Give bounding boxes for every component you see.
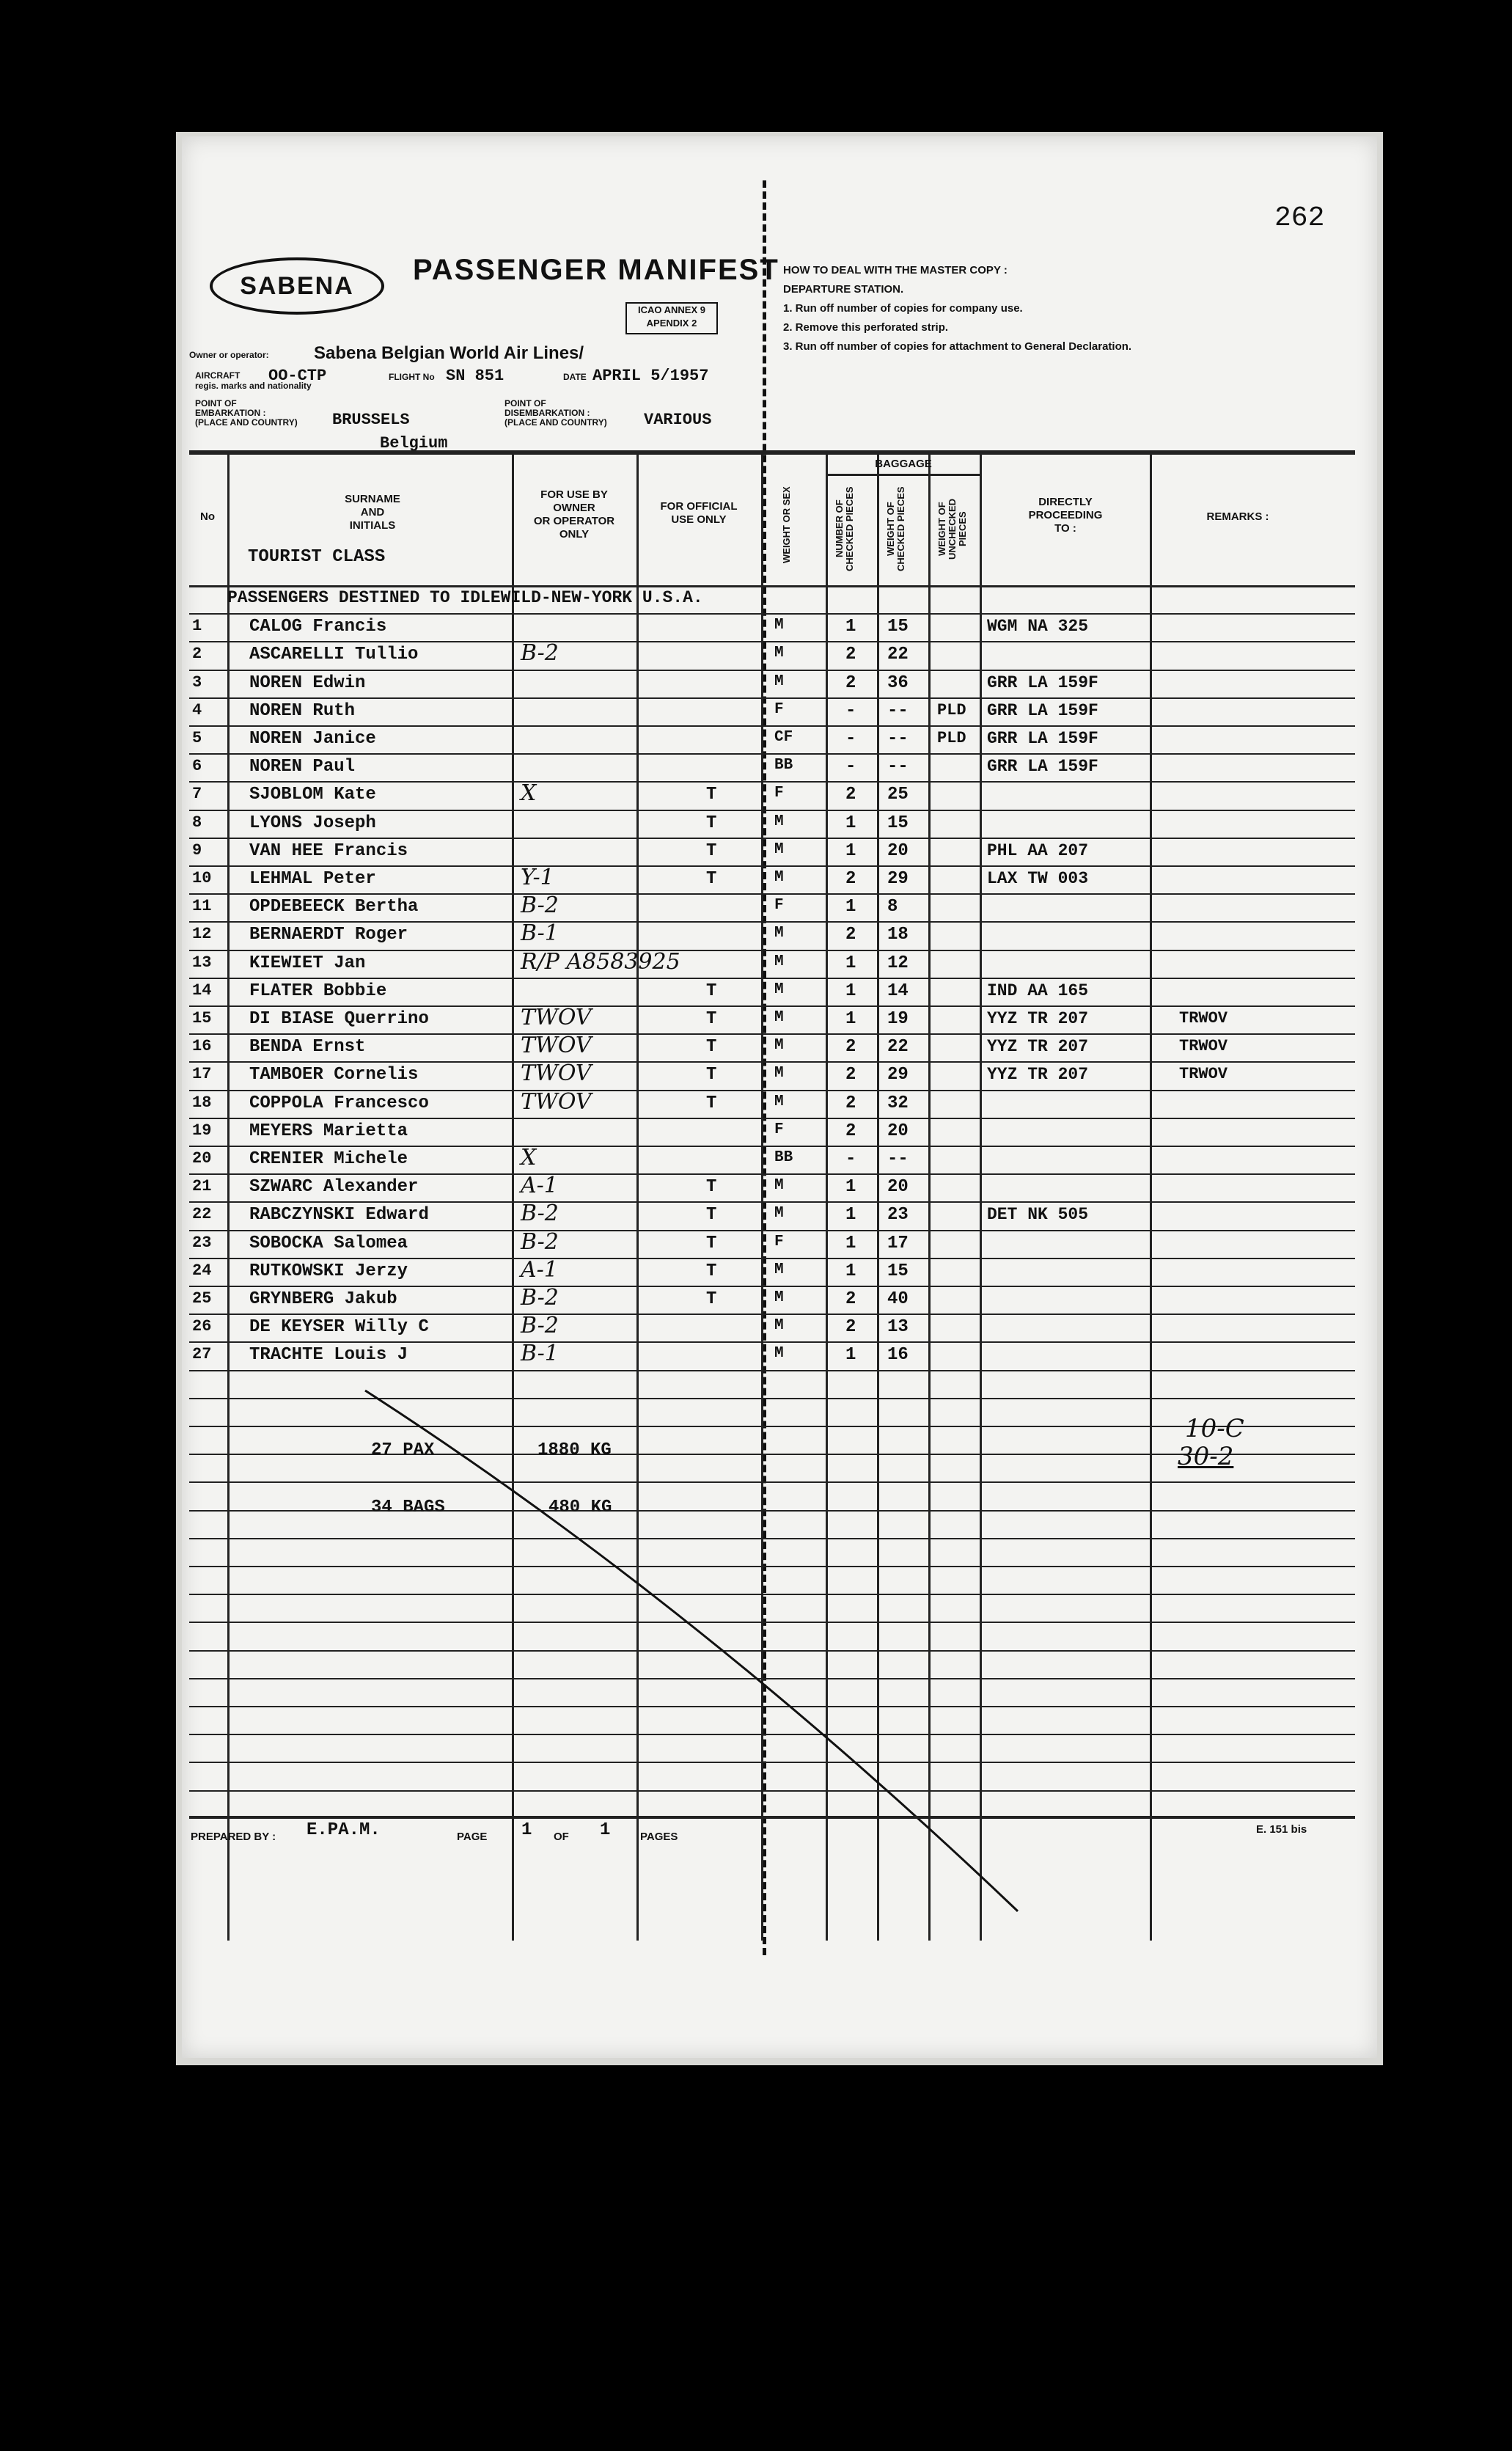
checked-weight: 20: [887, 840, 909, 861]
embark-label-2: EMBARKATION :: [195, 408, 266, 418]
prepared-label: PREPARED BY :: [191, 1831, 276, 1843]
checked-weight: 23: [887, 1205, 909, 1226]
row-number: 21: [192, 1177, 212, 1196]
checked-weight: 29: [887, 869, 909, 889]
checked-weight: 25: [887, 785, 909, 805]
row-number: 12: [192, 925, 212, 944]
passenger-name: MEYERS Marietta: [249, 1121, 408, 1141]
sex-value: M: [774, 813, 784, 830]
passenger-name: RABCZYNSKI Edward: [249, 1205, 429, 1226]
proceeding-to: GRR LA 159F: [987, 757, 1098, 777]
checked-weight: 15: [887, 813, 909, 833]
sex-value: M: [774, 869, 784, 886]
checked-pieces: 1: [845, 1177, 856, 1198]
passenger-name: VAN HEE Francis: [249, 840, 408, 861]
sex-value: BB: [774, 757, 793, 774]
passenger-name: SJOBLOM Kate: [249, 785, 376, 805]
disembark-value: VARIOUS: [644, 411, 712, 429]
official-use-mark: T: [706, 813, 717, 833]
total-pax-weight: 1880 KG: [537, 1440, 612, 1460]
checked-pieces: 1: [845, 1345, 856, 1366]
checked-weight: --: [887, 757, 909, 777]
header-surname-3: INITIALS: [349, 519, 396, 532]
table-bottom-rule: [189, 1816, 1355, 1819]
total-bags: 34 BAGS: [371, 1498, 445, 1517]
checked-pieces: 2: [845, 1289, 856, 1309]
page-label: PAGE: [457, 1831, 488, 1843]
sex-value: F: [774, 897, 784, 915]
sabena-logo: SABENA: [210, 257, 384, 315]
instruction-line: 2. Remove this perforated strip.: [783, 321, 949, 334]
passenger-name: CRENIER Michele: [249, 1149, 408, 1169]
embark-value: BRUSSELS: [332, 411, 410, 429]
row-number: 2: [192, 645, 202, 664]
page-number: 262: [1274, 202, 1325, 234]
passenger-name: CALOG Francis: [249, 617, 387, 637]
diagonal-cancel-line: [182, 136, 1377, 2058]
proceeding-to: YYZ TR 207: [987, 1065, 1089, 1085]
header-checked-pieces: NUMBER OF CHECKED PIECES: [834, 486, 855, 571]
official-use-mark: T: [706, 1177, 717, 1198]
checked-pieces: 1: [845, 840, 856, 861]
aircraft-label: AIRCRAFT: [195, 370, 241, 381]
checked-weight: --: [887, 700, 909, 721]
owner-use-mark: TWOV: [521, 1088, 592, 1115]
header-unchecked-weight: WEIGHT OF UNCHECKED PIECES: [936, 498, 968, 560]
row-number: 9: [192, 840, 202, 860]
checked-weight: 40: [887, 1289, 909, 1309]
sex-value: M: [774, 1345, 784, 1363]
header-directly-2: PROCEEDING: [1028, 509, 1103, 521]
official-use-mark: T: [706, 1205, 717, 1226]
row-number: 17: [192, 1065, 212, 1084]
proceeding-to: WGM NA 325: [987, 617, 1089, 637]
checked-weight: 15: [887, 1261, 909, 1281]
passenger-name: BENDA Ernst: [249, 1037, 366, 1058]
sex-value: F: [774, 700, 784, 718]
checked-pieces: 1: [845, 953, 856, 973]
owner-use-mark: B-2: [521, 1228, 559, 1255]
row-number: 23: [192, 1233, 212, 1252]
sex-value: BB: [774, 1149, 793, 1166]
row-number: 13: [192, 953, 212, 972]
passenger-name: RUTKOWSKI Jerzy: [249, 1261, 408, 1281]
remarks: TRWOV: [1179, 1009, 1228, 1027]
row-number: 19: [192, 1121, 212, 1140]
date-value: APRIL 5/1957: [592, 367, 709, 385]
checked-pieces: 1: [845, 1205, 856, 1226]
checked-weight: 22: [887, 645, 909, 665]
passenger-name: DE KEYSER Willy C: [249, 1317, 429, 1338]
owner-use-mark: TWOV: [521, 1060, 592, 1087]
passenger-name: NOREN Paul: [249, 757, 356, 777]
embark-country: Belgium: [380, 434, 448, 453]
owner-use-mark: B-2: [521, 1201, 559, 1227]
proceeding-to: GRR LA 159F: [987, 700, 1098, 720]
official-use-mark: T: [706, 1289, 717, 1309]
sex-value: F: [774, 785, 784, 802]
checked-weight: 18: [887, 925, 909, 945]
header-class: TOURIST CLASS: [248, 547, 386, 567]
owner-use-mark: X: [521, 780, 537, 807]
sex-value: M: [774, 617, 784, 634]
instruction-line: 3. Run off number of copies for attachment to General Declaration.: [783, 340, 1132, 353]
remark-handwritten-1: 10-C: [1185, 1414, 1244, 1443]
sex-value: M: [774, 645, 784, 662]
proceeding-to: DET NK 505: [987, 1205, 1089, 1225]
official-use-mark: T: [706, 1261, 717, 1281]
sex-value: F: [774, 1233, 784, 1250]
row-number: 1: [192, 617, 202, 636]
owner-use-mark: B-2: [521, 1285, 559, 1311]
icao-line-1: ICAO ANNEX 9: [638, 304, 705, 315]
checked-pieces: 1: [845, 813, 856, 833]
flight-value: SN 851: [446, 367, 504, 385]
checked-weight: 20: [887, 1121, 909, 1141]
owner-use-mark: TWOV: [521, 1033, 592, 1059]
passenger-name: KIEWIET Jan: [249, 953, 366, 973]
owner-use-mark: B-1: [521, 1341, 559, 1367]
official-use-mark: T: [706, 869, 717, 889]
checked-pieces: 2: [845, 645, 856, 665]
sex-value: M: [774, 953, 784, 970]
remarks: TRWOV: [1179, 1065, 1228, 1084]
aircraft-sublabel: regis. marks and nationality: [195, 381, 312, 391]
passenger-name: BERNAERDT Roger: [249, 925, 408, 945]
header-owner-use-2: OWNER: [553, 502, 595, 514]
checked-weight: 8: [887, 897, 898, 917]
of-value: 1: [600, 1820, 611, 1840]
checked-pieces: 2: [845, 1121, 856, 1141]
checked-weight: 17: [887, 1233, 909, 1253]
sex-value: M: [774, 1261, 784, 1278]
passenger-name: GRYNBERG Jakub: [249, 1289, 397, 1309]
checked-pieces: 2: [845, 1037, 856, 1058]
passenger-name: DI BIASE Querrino: [249, 1009, 429, 1029]
row-number: 8: [192, 813, 202, 832]
unchecked-weight: PLD: [937, 700, 966, 719]
disembark-label-1: POINT OF: [504, 398, 546, 408]
checked-weight: 22: [887, 1037, 909, 1058]
passenger-name: TRACHTE Louis J: [249, 1345, 408, 1366]
row-number: 26: [192, 1317, 212, 1336]
sex-value: M: [774, 1289, 784, 1306]
checked-pieces: 2: [845, 925, 856, 945]
instruction-line: 1. Run off number of copies for company use.: [783, 302, 1023, 315]
checked-weight: 29: [887, 1065, 909, 1085]
owner-value: Sabena Belgian World Air Lines/: [314, 343, 584, 363]
instruction-line: DEPARTURE STATION.: [783, 283, 904, 296]
disembark-label-2: DISEMBARKATION :: [504, 408, 590, 418]
embark-label-3: (PLACE AND COUNTRY): [195, 417, 298, 428]
checked-pieces: 2: [845, 1317, 856, 1338]
checked-pieces: 1: [845, 1233, 856, 1253]
passenger-name: ASCARELLI Tullio: [249, 645, 419, 665]
sex-value: M: [774, 1317, 784, 1335]
embark-label-1: POINT OF: [195, 398, 237, 408]
remark-handwritten-2: 30-2: [1178, 1442, 1234, 1471]
prepared-value: E.PA.M.: [307, 1820, 381, 1840]
proceeding-to: YYZ TR 207: [987, 1037, 1089, 1057]
row-number: 4: [192, 700, 202, 719]
row-number: 22: [192, 1205, 212, 1224]
checked-pieces: 2: [845, 869, 856, 889]
page-title: PASSENGER MANIFEST: [413, 254, 779, 286]
official-use-mark: T: [706, 1065, 717, 1085]
sex-value: M: [774, 1093, 784, 1110]
official-use-mark: T: [706, 1233, 717, 1253]
sex-value: M: [774, 840, 784, 858]
sex-value: F: [774, 1121, 784, 1138]
checked-pieces: 2: [845, 785, 856, 805]
destination-line: PASSENGERS DESTINED TO IDLEWILD-NEW-YORK U.S.A.: [227, 588, 703, 607]
owner-use-mark: TWOV: [521, 1005, 592, 1030]
passenger-name: NOREN Edwin: [249, 673, 366, 693]
checked-weight: 20: [887, 1177, 909, 1198]
flight-label: FLIGHT No: [389, 372, 435, 382]
passenger-name: FLATER Bobbie: [249, 981, 387, 1001]
row-number: 16: [192, 1037, 212, 1056]
row-number: 7: [192, 785, 202, 804]
owner-use-mark: B-2: [521, 893, 559, 919]
header-official-use-1: FOR OFFICIAL: [660, 500, 738, 513]
official-use-mark: T: [706, 1093, 717, 1113]
checked-pieces: 1: [845, 1261, 856, 1281]
official-use-mark: T: [706, 840, 717, 861]
row-number: 10: [192, 869, 212, 887]
owner-label: Owner or operator:: [189, 350, 269, 360]
row-number: 11: [192, 897, 212, 916]
checked-pieces: -: [845, 757, 856, 777]
checked-weight: 13: [887, 1317, 909, 1338]
row-number: 3: [192, 673, 202, 692]
sex-value: M: [774, 1009, 784, 1026]
checked-pieces: 2: [845, 1093, 856, 1113]
header-checked-weight: WEIGHT OF CHECKED PIECES: [885, 486, 906, 571]
row-number: 24: [192, 1261, 212, 1280]
aircraft-value: OO-CTP: [268, 367, 327, 385]
owner-use-mark: B-2: [521, 640, 559, 667]
checked-weight: --: [887, 729, 909, 749]
proceeding-to: GRR LA 159F: [987, 729, 1098, 748]
owner-use-mark: B-1: [521, 920, 559, 947]
sex-value: M: [774, 981, 784, 998]
checked-weight: --: [887, 1149, 909, 1169]
proceeding-to: IND AA 165: [987, 981, 1089, 1000]
checked-weight: 15: [887, 617, 909, 637]
header-owner-use-1: FOR USE BY: [540, 488, 608, 501]
header-baggage: BAGGAGE: [875, 458, 932, 470]
row-number: 18: [192, 1093, 212, 1112]
manifest-page: [182, 136, 1377, 2058]
official-use-mark: T: [706, 785, 717, 805]
passenger-name: OPDEBEECK Bertha: [249, 897, 419, 917]
icao-line-2: APENDIX 2: [646, 318, 697, 329]
checked-pieces: -: [845, 700, 856, 721]
owner-use-mark: X: [521, 1145, 537, 1170]
checked-pieces: 1: [845, 1009, 856, 1029]
passenger-name: LEHMAL Peter: [249, 869, 376, 889]
owner-use-mark: A-1: [521, 1256, 558, 1283]
disembark-label-3: (PLACE AND COUNTRY): [504, 417, 607, 428]
checked-pieces: 2: [845, 1065, 856, 1085]
checked-weight: 12: [887, 953, 909, 973]
row-number: 15: [192, 1009, 212, 1027]
checked-pieces: 1: [845, 617, 856, 637]
checked-pieces: -: [845, 729, 856, 749]
official-use-mark: T: [706, 1009, 717, 1029]
header-directly-3: TO :: [1054, 522, 1076, 535]
date-label: DATE: [563, 372, 587, 382]
row-number: 14: [192, 981, 212, 1000]
header-weight-sex: WEIGHT OR SEX: [781, 486, 792, 564]
sex-value: M: [774, 673, 784, 690]
row-number: 25: [192, 1289, 212, 1308]
header-no: No: [200, 510, 215, 523]
header-owner-use-3: OR OPERATOR: [533, 515, 615, 527]
header-owner-use-4: ONLY: [559, 528, 590, 541]
sex-value: M: [774, 925, 784, 942]
checked-pieces: 1: [845, 981, 856, 1001]
passenger-name: TAMBOER Cornelis: [249, 1065, 419, 1085]
total-bags-weight: 480 KG: [548, 1498, 612, 1517]
passenger-name: LYONS Joseph: [249, 813, 376, 833]
official-use-mark: T: [706, 981, 717, 1001]
owner-use-mark: B-2: [521, 1313, 559, 1339]
sex-value: M: [774, 1177, 784, 1195]
proceeding-to: YYZ TR 207: [987, 1009, 1089, 1028]
checked-pieces: 2: [845, 673, 856, 693]
passenger-name: SOBOCKA Salomea: [249, 1233, 408, 1253]
checked-weight: 32: [887, 1093, 909, 1113]
passenger-name: SZWARC Alexander: [249, 1177, 419, 1198]
owner-use-mark: Y-1: [521, 865, 554, 890]
checked-pieces: 1: [845, 897, 856, 917]
form-number: E. 151 bis: [1256, 1823, 1307, 1836]
proceeding-to: PHL AA 207: [987, 840, 1089, 860]
passenger-name: NOREN Janice: [249, 729, 376, 749]
sex-value: CF: [774, 729, 793, 746]
owner-use-mark: A-1: [521, 1173, 558, 1199]
header-directly-1: DIRECTLY: [1038, 496, 1093, 508]
of-label: OF: [554, 1831, 569, 1843]
page-value: 1: [521, 1820, 532, 1840]
checked-weight: 14: [887, 981, 909, 1001]
header-remarks: REMARKS :: [1206, 510, 1269, 523]
checked-weight: 19: [887, 1009, 909, 1029]
checked-weight: 16: [887, 1345, 909, 1366]
header-surname-1: SURNAME: [345, 493, 400, 505]
official-use-mark: T: [706, 1037, 717, 1058]
sex-value: M: [774, 1037, 784, 1055]
passenger-name: COPPOLA Francesco: [249, 1093, 429, 1113]
row-number: 5: [192, 729, 202, 747]
pages-label: PAGES: [640, 1831, 678, 1843]
proceeding-to: LAX TW 003: [987, 869, 1089, 888]
checked-pieces: -: [845, 1149, 856, 1169]
row-number: 20: [192, 1149, 212, 1168]
passenger-name: NOREN Ruth: [249, 700, 356, 721]
row-number: 27: [192, 1345, 212, 1364]
unchecked-weight: PLD: [937, 729, 966, 747]
total-pax: 27 PAX: [371, 1440, 435, 1460]
remarks: TRWOV: [1179, 1037, 1228, 1056]
sex-value: M: [774, 1205, 784, 1223]
header-surname-2: AND: [360, 506, 385, 519]
proceeding-to: GRR LA 159F: [987, 673, 1098, 692]
checked-weight: 36: [887, 673, 909, 693]
owner-use-mark: R/P A8583925: [521, 948, 680, 975]
sex-value: M: [774, 1065, 784, 1082]
header-official-use-2: USE ONLY: [671, 513, 727, 526]
instruction-line: HOW TO DEAL WITH THE MASTER COPY :: [783, 264, 1008, 276]
row-number: 6: [192, 757, 202, 776]
